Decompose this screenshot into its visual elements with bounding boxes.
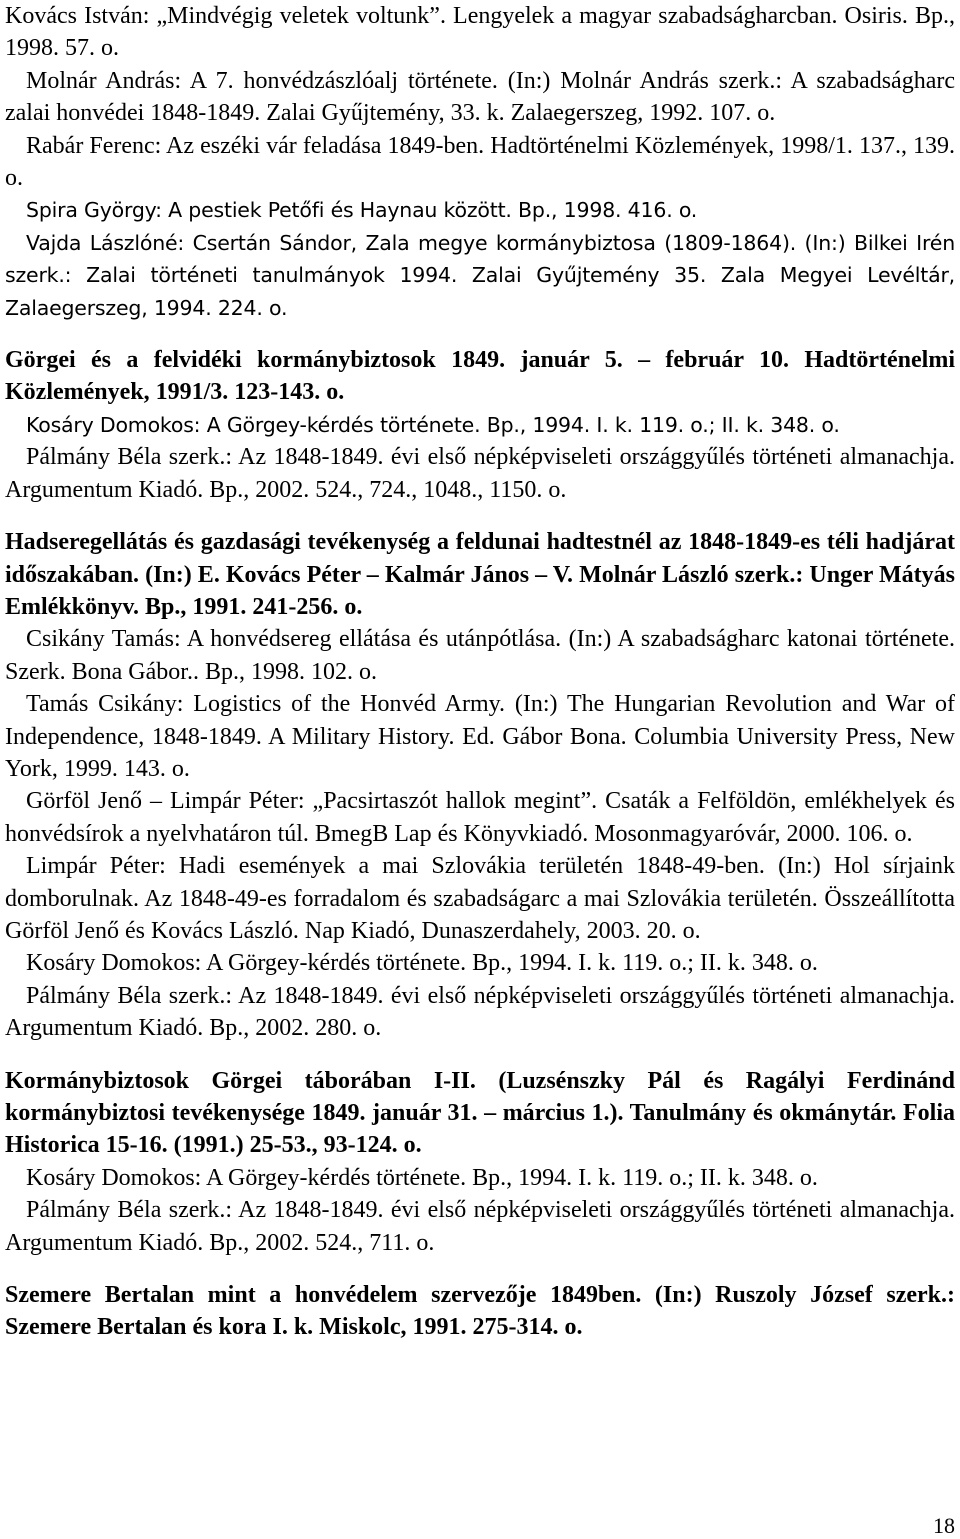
reference-entry: Vajda Lászlóné: Csertán Sándor, Zala megye kormánybiztosa (1809-1864). (In:) Bilkei Irén szerk.: Zalai történeti tanulmányok 1994. Zalai Gyűjtemény 35. Zala Megyei Levéltár, Zalaegerszeg, 1994. 224. o. — [5, 230, 955, 320]
reference-entry: Kosáry Domokos: A Görgey-kérdés története. Bp., 1994. I. k. 119. o.; II. k. 348. o. — [26, 1164, 818, 1191]
group-heading: Kormánybiztosok Görgei táborában I-II. (Luzsénszky Pál és Ragályi Ferdinánd kormánybiztosi tevékenysége 1849. január 31. – március 1.). Tanulmány és okmánytár. Folia Historica 15-16. (1991.) 25-53., 93-124. o. — [5, 1067, 955, 1159]
group-heading: Hadseregellátás és gazdasági tevékenység a feldunai hadtestnél az 1848-1849-es téli hadjárat időszakában. (In:) E. Kovács Péter – Kalmár János – V. Molnár László szerk.: Unger Mátyás Emlékkönyv. Bp., 1991. 241-256. o. — [5, 529, 955, 620]
reference-entry: Pálmány Béla szerk.: Az 1848-1849. évi első népképviseleti országgyűlés történeti almanachja. Argumentum Kiadó. Bp., 2002. 524., 724., 1048., 1150. o. — [5, 444, 955, 503]
reference-entry: Spira György: A pestiek Petőfi és Haynau között. Bp., 1998. 416. o. — [26, 198, 698, 223]
reference-entry: Kovács István: „Mindvégig veletek voltunk”. Lengyelek a magyar szabadságharcban. Osiris. Bp., 1998. 57. o. — [5, 3, 955, 62]
reference-entry: Rabár Ferenc: Az eszéki vár feladása 1849-ben. Hadtörténelmi Közlemények, 1998/1. 137., 139. o. — [5, 132, 955, 192]
reference-group-2 — [5, 344, 955, 506]
reference-entry: Molnár András: A 7. honvédzászlóalj története. (In:) Molnár András szerk.: A szabadságharc zalai honvédei 1848-1849. Zalai Gyűjtemény, 33. k. Zalaegerszeg, 1992. 107. o. — [5, 67, 955, 127]
reference-entry: Kosáry Domokos: A Görgey-kérdés története. Bp., 1994. I. k. 119. o.; II. k. 348. o. — [26, 412, 840, 437]
reference-group-5 — [5, 1279, 955, 1344]
group-heading: Görgei és a felvidéki kormánybiztosok 1849. január 5. – február 10. Hadtörténelmi Közlemények, 1991/3. 123-143. o. — [5, 347, 955, 406]
reference-group-3 — [5, 526, 955, 1045]
reference-entry: Görföl Jenő – Limpár Péter: „Pacsirtaszót hallok megint”. Csaták a Felföldön, emlékhelyek és honvédsírok a nyelvhatáron túl. BmegB Lap és Könyvkiadó. Mosonmagyaróvár, 2000. 106. o. — [5, 788, 955, 847]
document-page — [5, 0, 955, 1344]
reference-entry: Pálmány Béla szerk.: Az 1848-1849. évi első népképviseleti országgyűlés történeti almanachja. Argumentum Kiadó. Bp., 2002. 524., 711. o. — [5, 1197, 955, 1256]
reference-entry: Kosáry Domokos: A Görgey-kérdés története. Bp., 1994. I. k. 119. o.; II. k. 348. o. — [26, 950, 818, 977]
reference-entry: Tamás Csikány: Logistics of the Honvéd Army. (In:) The Hungarian Revolution and War of Independence, 1848-1849. A Military History. Ed. Gábor Bona. Columbia University Press, New York, 1999. 143. o. — [5, 691, 955, 782]
group-heading: Szemere Bertalan mint a honvédelem szervezője 1849ben. (In:) Ruszoly József szerk.: Szemere Bertalan és kora I. k. Miskolc, 1991. 275-314. o. — [5, 1282, 955, 1341]
reference-group-1 — [5, 0, 955, 324]
reference-entry: Limpár Péter: Hadi események a mai Szlovákia területén 1848-49-ben. (In:) Hol sírjaink domborulnak. Az 1848-49-es forradalom és szabadságarc a mai Szlovákia területén. Összeállította Görföl Jenő és Kovács László. Nap Kiadó, Dunaszerdahely, 2003. 20. o. — [5, 853, 955, 944]
page-number: 18 — [933, 1513, 955, 1538]
reference-group-4 — [5, 1065, 955, 1259]
reference-entry: Pálmány Béla szerk.: Az 1848-1849. évi első népképviseleti országgyűlés történeti almanachja. Argumentum Kiadó. Bp., 2002. 280. o. — [5, 982, 955, 1042]
reference-entry: Csikány Tamás: A honvédsereg ellátása és utánpótlása. (In:) A szabadságharc katonai története. Szerk. Bona Gábor.. Bp., 1998. 102. o. — [5, 626, 955, 685]
